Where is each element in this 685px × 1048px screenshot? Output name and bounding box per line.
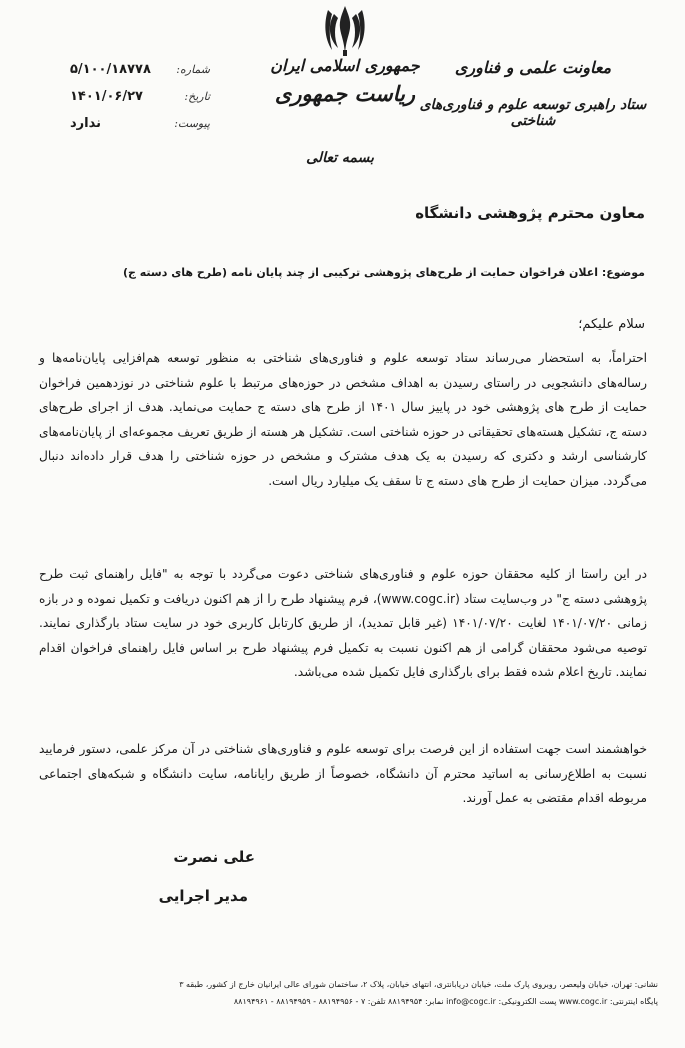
date-row xyxy=(70,83,210,110)
number-row xyxy=(70,56,210,83)
date-label: تاریخ: xyxy=(184,90,210,103)
iran-emblem-icon xyxy=(322,4,368,58)
body-paragraph-3: خواهشمند است جهت استفاده از این فرصت برای توسعه علوم و فناوری‌های شناختی در آن مرکز علمی، دستور فرمایید نسبت به اطلاع‌رسانی به اساتید محترم آن دانشگاه، خصوصاً از طریق رایانامه، سایت دانشگاه و شبکه‌های اجتماعی مربوطه اقدام مقتضی به عمل آورند. xyxy=(39,742,647,806)
organization-header xyxy=(403,58,663,129)
body-paragraph-1: احتراماً، به استحضار می‌رساند ستاد توسعه علوم و فناوری‌های شناختی به منظور توسعه هم‌افزایی پایان‌نامه‌ها و رساله‌های دانشجویی در راستای رسیدن به اهداف مشخص در حوزه‌های مرتبط با علوم شناختی در نوزدهمین فراخوان حمایت از طرح های پژوهشی خود در پاییز سال ۱۴۰۱ از طرح های دسته ج حمایت می‌نماید. هدف از اجرای طرح‌های دسته ج، تشکیل هسته‌های تحقیقاتی در حوزه شناختی است. تشکیل هر هسته از طریق تعریف مجموعه‌ای از پایان‌نامه‌های کارشناسی ارشد و دکتری که رسیدن به یک هدف مشترک و مشخص در حوزه شناختی را هدف قرار داده‌اند دنبال می‌گردد. میزان حمایت از طرح های دسته ج تا سقف یک میلیارد ریال است. xyxy=(39,351,647,488)
organization-department: ستاد راهبری توسعه علوم و فناوری‌های شناختی xyxy=(419,97,647,129)
letter-metadata xyxy=(70,56,210,137)
presidency-header xyxy=(265,56,425,106)
country-name: جمهوری اسلامی ایران xyxy=(270,56,420,75)
number-value: ۵/۱۰۰/۱۸۷۷۸ xyxy=(70,62,151,77)
signer-name: علی نصرت xyxy=(173,848,255,866)
attachment-row xyxy=(70,110,210,137)
basmala: بسمه تعالی xyxy=(306,150,374,166)
signer-title: مدیر اجرایی xyxy=(158,887,248,905)
footer-contacts: پایگاه اینترنتی: www.cogc.ir پست الکترونیکی: info@cogc.ir نمابر: ۸۸۱۹۴۹۵۴ تلفن: ۷ - ۸۸۱۹۴۹۵۶ - ۸۸۱۹۴۹۵۹ - ۸۸۱۹۴۹۶۱ xyxy=(233,997,658,1006)
greeting: سلام علیکم؛ xyxy=(578,317,645,332)
attachment-label: پیوست: xyxy=(174,117,210,130)
presidency-title: ریاست جمهوری xyxy=(274,81,416,106)
subject-line: موضوع: اعلان فراخوان حمایت از طرح‌های پژوهشی ترکیبی از چند پایان نامه (طرح های دسته ج) xyxy=(122,266,645,279)
number-label: شماره: xyxy=(176,63,210,76)
recipient: معاون محترم پژوهشی دانشگاه xyxy=(415,204,645,222)
organization-name: معاونت علمی و فناوری xyxy=(454,58,612,77)
body-paragraph-2: در این راستا از کلیه محققان حوزه علوم و فناوری‌های شناختی دعوت می‌گردد با توجه به "فایل راهنمای ثبت طرح پژوهشی دسته ج" در وب‌سایت ستاد (www.cogc.ir)، فرم پیشنهاد طرح را از هم اکنون دریافت و تکمیل نموده و در بازه زمانی ۱۴۰۱/۰۷/۲۰ لغایت ۱۴۰۱/۰۷/۲۰ (غیر قابل تمدید)، از طریق کارتابل کاربری خود در سایت ستاد بارگذاری نمایند. توصیه می‌شود محققان گرامی از هم اکنون نسبت به تکمیل فرم پیشنهاد طرح بر اساس فایل راهنمای فراخوان اقدام نمایند. تاریخ اعلام شده فقط برای بارگذاری فایل تکمیل شده می‌باشد. xyxy=(39,567,647,680)
footer-address: نشانی: تهران، خیابان ولیعصر، روبروی پارک ملت، خیابان دریابانتری، انتهای خیابان، پلاک ۲، ساختمان شورای عالی ایرانیان خارج از کشور، طبقه ۳ xyxy=(179,980,658,989)
date-value: ۱۴۰۱/۰۶/۲۷ xyxy=(70,89,143,104)
attachment-value: ندارد xyxy=(70,116,102,131)
